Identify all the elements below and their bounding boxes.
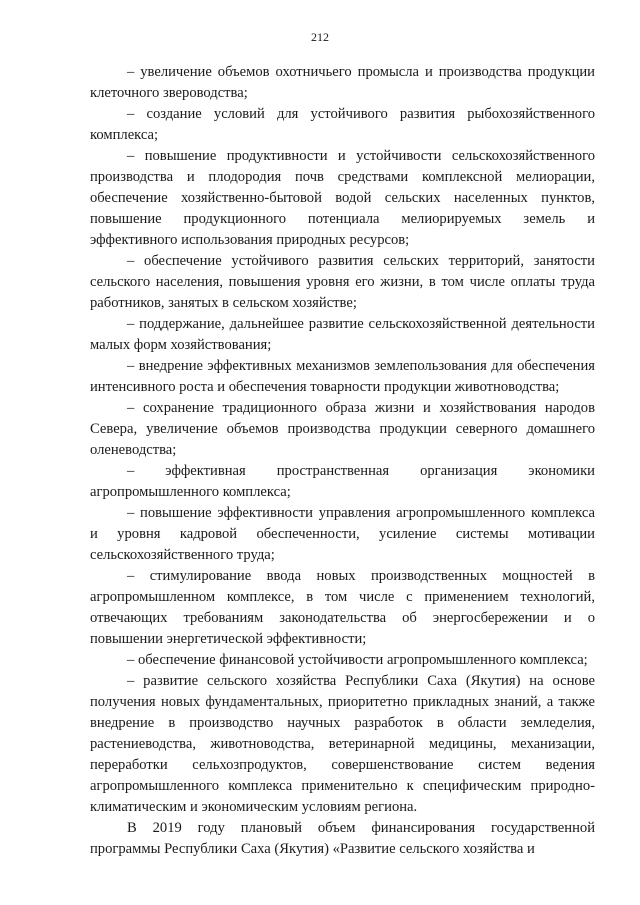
list-item: – создание условий для устойчивого развития рыбохозяйственного комплекса; <box>90 106 595 143</box>
list-item: – повышение эффективности управления агропромышленного комплекса и уровня кадровой обеспеченности, усиление системы мотивации сельскохозяйственного труда; <box>90 505 595 563</box>
list-item: – обеспечение устойчивого развития сельских территорий, занятости сельского населения, повышения уровня его жизни, в том числе оплаты труда работников, занятых в сельском хозяйстве; <box>90 253 595 311</box>
list-item: – стимулирование ввода новых производственных мощностей в агропромышленном комплексе, в том числе с применением технологий, отвечающих требованиям законодательства об энергосбережении и о повышении энергетической эффективности; <box>90 568 595 647</box>
list-item: – обеспечение финансовой устойчивости агропромышленного комплекса; <box>127 652 588 668</box>
list-item: – сохранение традиционного образа жизни и хозяйствования народов Севера, увеличение объемов производства продукции северного домашнего оленеводства; <box>90 400 595 458</box>
list-item: – эффективная пространственная организация экономики агропромышленного комплекса; <box>90 463 595 500</box>
closing-paragraph: В 2019 году плановый объем финансирования государственной программы Республики Саха (Якутия) «Развитие сельского хозяйства и <box>90 820 595 857</box>
list-item: – повышение продуктивности и устойчивости сельскохозяйственного производства и плодородия почв средствами комплексной мелиорации, обеспечение хозяйственно-бытовой водой сельских населенных пунктов, повышение продукционного потенциала мелиорируемых земель и эффективного использования природных ресурсов; <box>90 148 595 248</box>
page-body <box>90 62 595 860</box>
page-number: 212 <box>311 30 329 44</box>
list-item: – увеличение объемов охотничьего промысла и производства продукции клеточного звероводства; <box>90 64 595 101</box>
list-item: – развитие сельского хозяйства Республики Саха (Якутия) на основе получения новых фундаментальных, приоритетно прикладных знаний, а также внедрение в производство научных разработок в области земледелия, растениеводства, животноводства, ветеринарной медицины, механизации, переработки сельхозпродуктов, совершенствование систем ведения агропромышленного комплекса применительно к специфическим природно-климатическим и экономическим условиям региона. <box>90 673 595 815</box>
list-item: – поддержание, дальнейшее развитие сельскохозяйственной деятельности малых форм хозяйствования; <box>90 316 595 353</box>
list-item: – внедрение эффективных механизмов землепользования для обеспечения интенсивного роста и обеспечения товарности продукции животноводства; <box>90 358 595 395</box>
